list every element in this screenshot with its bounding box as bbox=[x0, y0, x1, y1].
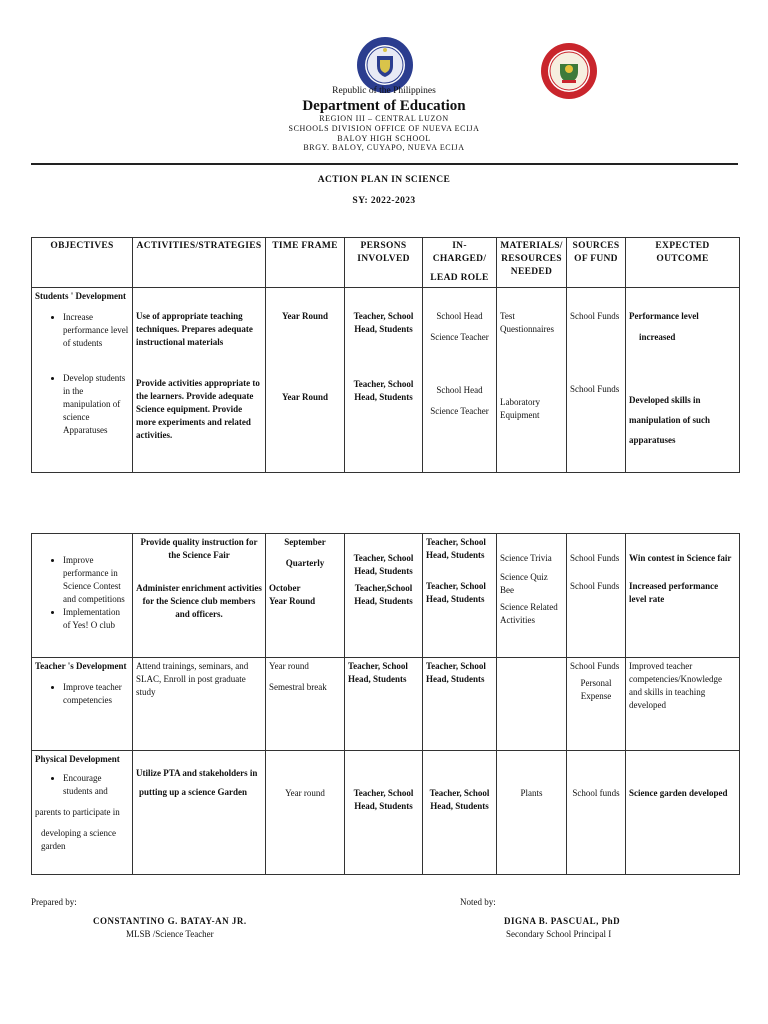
table-row bbox=[32, 534, 740, 658]
materials-cell bbox=[497, 658, 567, 751]
objectives-cell bbox=[32, 288, 133, 473]
persons-cell: Teacher, School Head, Students Teacher, School Head, Students bbox=[345, 288, 423, 473]
lead-cell: School Head Science Teacher School Head Science Teacher bbox=[423, 288, 497, 473]
col-persons: PERSONS INVOLVED bbox=[345, 238, 423, 288]
col-activities: ACTIVITIES/STRATEGIES bbox=[133, 238, 266, 288]
noted-by-name: DIGNA B. PASCUAL, PhD bbox=[504, 916, 621, 926]
republic-text: Republic of the Philippines bbox=[332, 86, 436, 96]
section-label: Physical Development bbox=[35, 754, 120, 764]
prepared-by-label: Prepared by: bbox=[31, 897, 77, 907]
lead-cell: Teacher, School Head, Students bbox=[423, 751, 497, 875]
action-plan-table-2 bbox=[31, 533, 740, 875]
materials-cell: Plants bbox=[497, 751, 567, 875]
header-divider bbox=[31, 163, 738, 165]
noted-by-label: Noted by: bbox=[460, 897, 496, 907]
activities-cell: Utilize PTA and stakeholders in putting up a science Garden bbox=[133, 751, 266, 875]
prepared-by-name: CONSTANTINO G. BATAY-AN JR. bbox=[93, 916, 247, 926]
activities-cell: Attend trainings, seminars, and SLAC, Enroll in post graduate study bbox=[133, 658, 266, 751]
section-label: Students ' Development bbox=[35, 291, 127, 301]
section-label: Teacher 's Development bbox=[35, 661, 127, 671]
table-row bbox=[32, 751, 740, 875]
col-objectives: OBJECTIVES bbox=[32, 238, 133, 288]
time-cell: September Quarterly October Year Round bbox=[266, 534, 345, 658]
time-cell: Year round Semestral break bbox=[266, 658, 345, 751]
activities-cell: Provide quality instruction for the Science Fair Administer enrichment activities for the Science club members and officers. bbox=[133, 534, 266, 658]
header-row bbox=[32, 238, 740, 288]
address-text: BRGY. BALOY, CUYAPO, NUEVA ECIJA bbox=[303, 143, 465, 152]
lead-cell: Teacher, School Head, Students Teacher, School Head, Students bbox=[423, 534, 497, 658]
activities-cell: Use of appropriate teaching techniques. Prepares adequate instructional materials Provide activities appropriate to the learners. Provide adequate Science equipment. Provide more experiments and related activities. bbox=[133, 288, 266, 473]
list-item: • Improve performance in Science Contest and competitions bbox=[63, 554, 129, 606]
col-lead-role: IN-CHARGED/ LEAD ROLE bbox=[423, 238, 497, 288]
objectives-cell bbox=[32, 658, 133, 751]
list-item: • Increase performance level of students bbox=[63, 311, 129, 350]
persons-cell: Teacher, School Head, Students Teacher,School Head, Students bbox=[345, 534, 423, 658]
outcome-cell: Performance level increased Developed skills in manipulation of such apparatuses bbox=[626, 288, 740, 473]
persons-cell: Teacher, School Head, Students bbox=[345, 658, 423, 751]
list-item: • Implementation of Yes! O club bbox=[63, 606, 129, 632]
school-year: SY: 2022-2023 bbox=[352, 196, 416, 206]
col-sources: SOURCES OF FUND bbox=[567, 238, 626, 288]
time-cell: Year Round Year Round bbox=[266, 288, 345, 473]
fund-cell: School funds bbox=[567, 751, 626, 875]
outcome-cell: Improved teacher competencies/Knowledge and skills in teaching developed bbox=[626, 658, 740, 751]
document-title: ACTION PLAN IN SCIENCE bbox=[317, 175, 451, 185]
table-row bbox=[32, 658, 740, 751]
time-cell: Year round bbox=[266, 751, 345, 875]
list-item: • Encourage students and bbox=[63, 772, 129, 798]
prepared-by-title: MLSB /Science Teacher bbox=[126, 929, 214, 939]
department-title: Department of Education bbox=[302, 98, 466, 114]
materials-cell: Science Trivia Science Quiz Bee Science Related Activities bbox=[497, 534, 567, 658]
list-item: • Improve teacher competencies bbox=[63, 681, 129, 707]
col-time-frame: TIME FRAME bbox=[266, 238, 345, 288]
col-materials: MATERIALS/ RESOURCES NEEDED bbox=[497, 238, 567, 288]
outcome-cell: Science garden developed bbox=[626, 751, 740, 875]
outcome-cell: Win contest in Science fair Increased performance level rate bbox=[626, 534, 740, 658]
region-text: REGION III – CENTRAL LUZON bbox=[319, 114, 449, 123]
action-plan-table-1 bbox=[31, 237, 740, 473]
noted-by-title: Secondary School Principal I bbox=[506, 929, 612, 939]
table-row bbox=[32, 288, 740, 473]
division-text: SCHOOLS DIVISION OFFICE OF NUEVA ECIJA bbox=[288, 124, 480, 133]
fund-cell: School Funds School Funds bbox=[567, 288, 626, 473]
persons-cell: Teacher, School Head, Students bbox=[345, 751, 423, 875]
fund-cell: School Funds School Funds bbox=[567, 534, 626, 658]
objectives-cell bbox=[32, 534, 133, 658]
lead-cell: Teacher, School Head, Students bbox=[423, 658, 497, 751]
col-outcome: EXPECTED OUTCOME bbox=[626, 238, 740, 288]
fund-cell: School Funds Personal Expense bbox=[567, 658, 626, 751]
materials-cell: Test Questionnaires Laboratory Equipment bbox=[497, 288, 567, 473]
objectives-cell: Physical Development • Encourage students and parents to participate in developing a science garden bbox=[32, 751, 133, 875]
school-text: BALOY HIGH SCHOOL bbox=[337, 134, 431, 143]
list-item: • Develop students in the manipulation of science Apparatuses bbox=[63, 372, 129, 437]
